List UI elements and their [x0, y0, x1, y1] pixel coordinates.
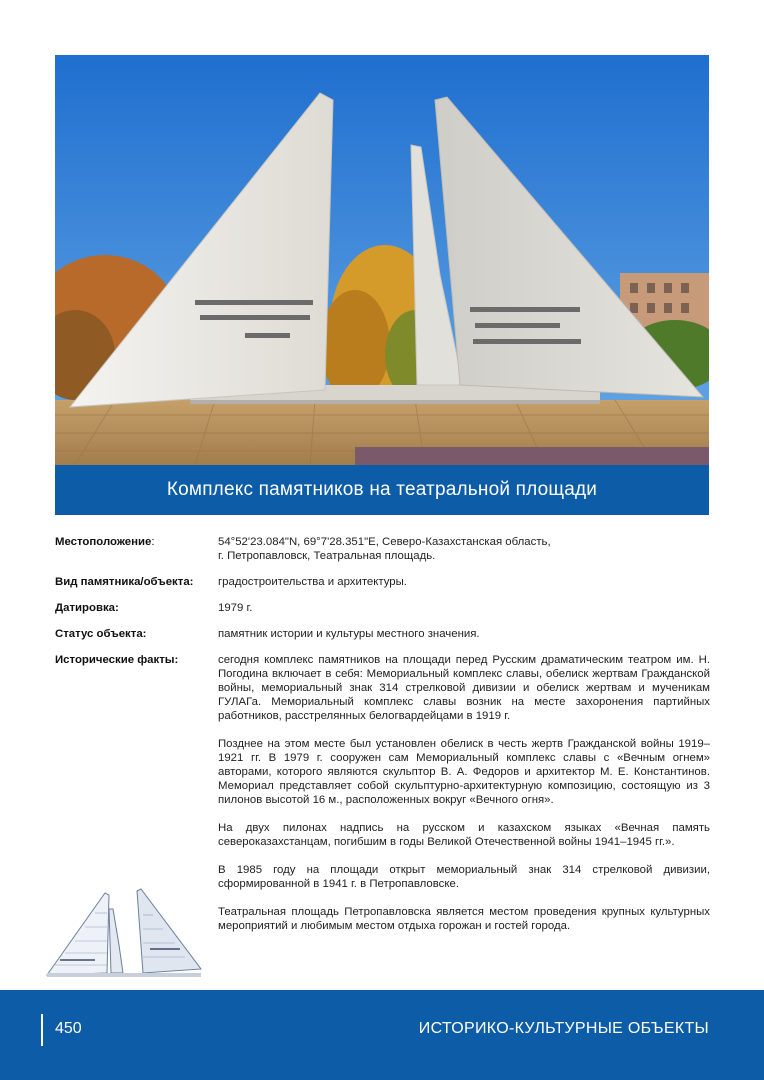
field-value-line: 1979 г. — [218, 602, 253, 614]
field-label-colon: : — [151, 536, 155, 548]
field-value-line: градостроительства и архитектуры. — [218, 576, 407, 588]
section-title: ИСТОРИКО-КУЛЬТУРНЫЕ ОБЪЕКТЫ — [418, 1020, 709, 1037]
object-details — [55, 535, 710, 945]
field-label: Статус объекта: — [55, 628, 147, 640]
page-footer — [0, 990, 764, 1080]
field-label: Вид памятника/объекта: — [55, 576, 194, 588]
history-paragraph: сегодня комплекс памятников на площади перед Русским драматическим театром им. Н. Погодина включает в себя: Мемориальный комплекс славы, обелиск жертвам Гражданской войны, мемориальный знак 314 стрелковой дивизии и обелиск жертвам и мученикам ГУЛАГа. Мемориальный комплекс славы возник на месте захоронения партийных работников, расстрелянных белогвардейцами в 1919 г. — [218, 654, 710, 722]
object-title: Комплекс памятников на театральной площади — [55, 465, 709, 515]
footer-divider — [41, 1014, 43, 1046]
field-value-line: 54°52'23.084"N, 69°7'28.351"E, Северо-Казахстанская область, — [218, 536, 551, 548]
field-status — [55, 627, 710, 641]
memorial-sketch — [45, 885, 203, 985]
page-number: 450 — [55, 1020, 82, 1037]
history-paragraph: В 1985 году на площади открыт мемориальный знак 314 стрелковой дивизии, сформированной в 1941 г. в Петропавловске. — [218, 864, 710, 890]
field-dating — [55, 601, 710, 615]
memorial-photo — [55, 55, 709, 465]
field-label: Датировка: — [55, 602, 119, 614]
field-value-line: памятник истории и культуры местного значения. — [218, 628, 480, 640]
field-location — [55, 535, 710, 563]
field-value-line: г. Петропавловск, Театральная площадь. — [218, 550, 436, 562]
field-label: Исторические факты: — [55, 654, 179, 666]
field-label: Местоположение — [55, 536, 152, 548]
history-paragraph: На двух пилонах надпись на русском и казахском языках «Вечная память североказахстанцам, погибшим в годы Великой Отечественной войны 1941–1945 гг.». — [218, 822, 710, 848]
history-paragraph: Позднее на этом месте был установлен обелиск в честь жертв Гражданской войны 1919–1921 гг. В 1979 г. сооружен сам Мемориальный комплекс славы с «Вечным огнем» авторами, которого являются скульптор В. А. Федоров и архитектор М. Е. Константинов. Мемориал представляет собой скульптурно-архитектурную композицию, состоящую из 3 пилонов высотой 16 м., расположенных вокруг «Вечного огня». — [218, 738, 710, 806]
history-paragraph: Театральная площадь Петропавловска является местом проведения крупных культурных мероприятий и любимым местом отдыха горожан и гостей города. — [218, 906, 710, 932]
field-type — [55, 575, 710, 589]
